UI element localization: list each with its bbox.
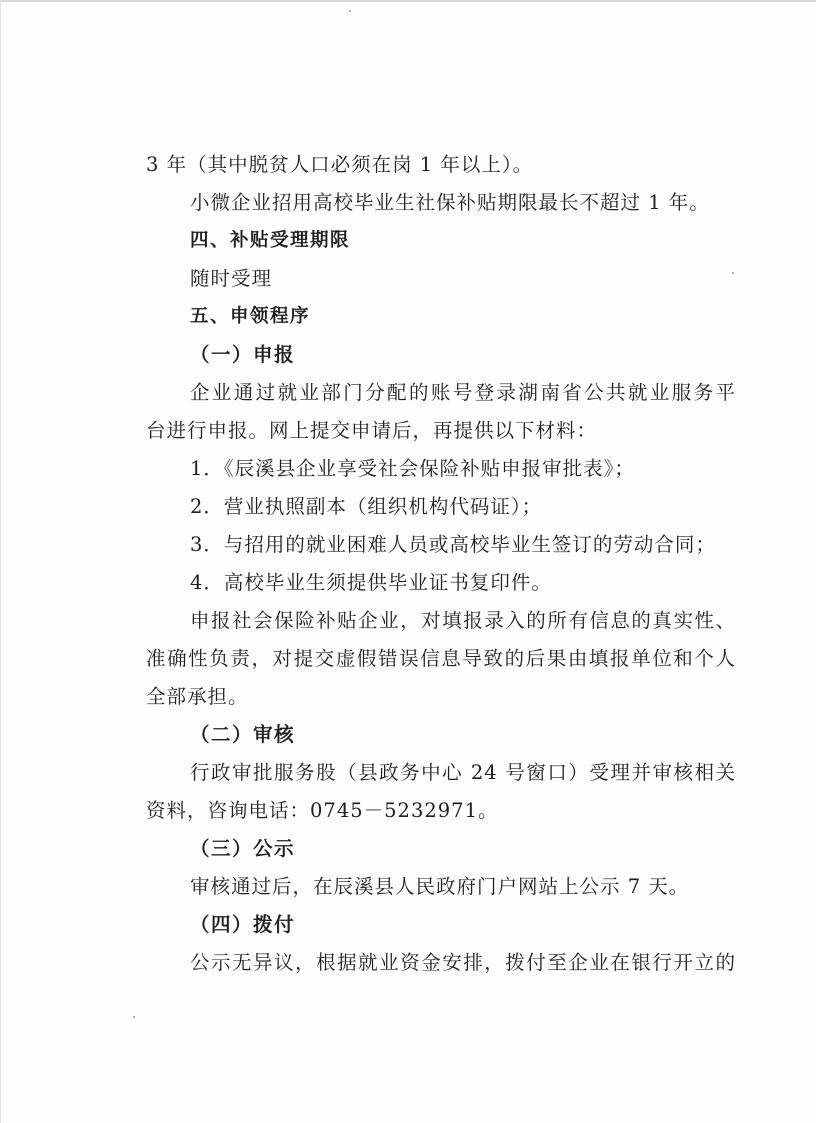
subheading-publicity: （三）公示: [190, 837, 296, 860]
body-paragraph: 小微企业招用高校毕业生社保补贴期限最长不超过 1 年。: [190, 191, 710, 214]
list-item: 4．高校毕业生须提供毕业证书复印件。: [190, 571, 552, 594]
body-line-continuation: 台进行申报。网上提交申请后，再提供以下材料：: [146, 419, 598, 442]
body-line-continuation: 资料，咨询电话：0745－5232971。: [146, 799, 499, 822]
body-line-continuation: 准确性负责，对提交虚假错误信息导致的后果由填报单位和个人: [146, 647, 736, 670]
body-paragraph: 随时受理: [190, 267, 273, 290]
document-body: [146, 146, 736, 982]
body-paragraph: 公示无异议，根据就业资金安排，拨付至企业在银行开立的: [190, 951, 736, 974]
list-item: 3．与招用的就业困难人员或高校毕业生签订的劳动合同；: [190, 533, 716, 556]
scan-edge-left: [0, 0, 1, 1123]
subheading-review: （二）审核: [190, 723, 296, 746]
body-line-continuation: 3 年（其中脱贫人口必须在岗 1 年以上）。: [146, 153, 534, 176]
body-paragraph: 申报社会保险补贴企业，对填报录入的所有信息的真实性、: [190, 609, 736, 632]
body-paragraph: 审核通过后，在辰溪县人民政府门户网站上公示 7 天。: [190, 875, 690, 898]
scan-edge-top: [0, 0, 816, 2]
scan-speck: [349, 10, 351, 12]
body-paragraph: 行政审批服务股（县政务中心 24 号窗口）受理并审核相关: [190, 761, 736, 784]
section-heading-application-procedure: 五、申领程序: [190, 306, 311, 327]
list-item: 1．《辰溪县企业享受社会保险补贴申报审批表》；: [190, 457, 635, 480]
scan-speck: [133, 1016, 135, 1018]
list-item: 2．营业执照副本（组织机构代码证）；: [190, 495, 543, 518]
section-heading-acceptance-period: 四、补贴受理期限: [190, 230, 351, 251]
body-paragraph: 企业通过就业部门分配的账号登录湖南省公共就业服务平: [190, 381, 736, 404]
subheading-disbursement: （四）拨付: [190, 913, 296, 936]
subheading-declaration: （一）申报: [190, 343, 296, 366]
body-line-continuation: 全部承担。: [146, 685, 249, 708]
